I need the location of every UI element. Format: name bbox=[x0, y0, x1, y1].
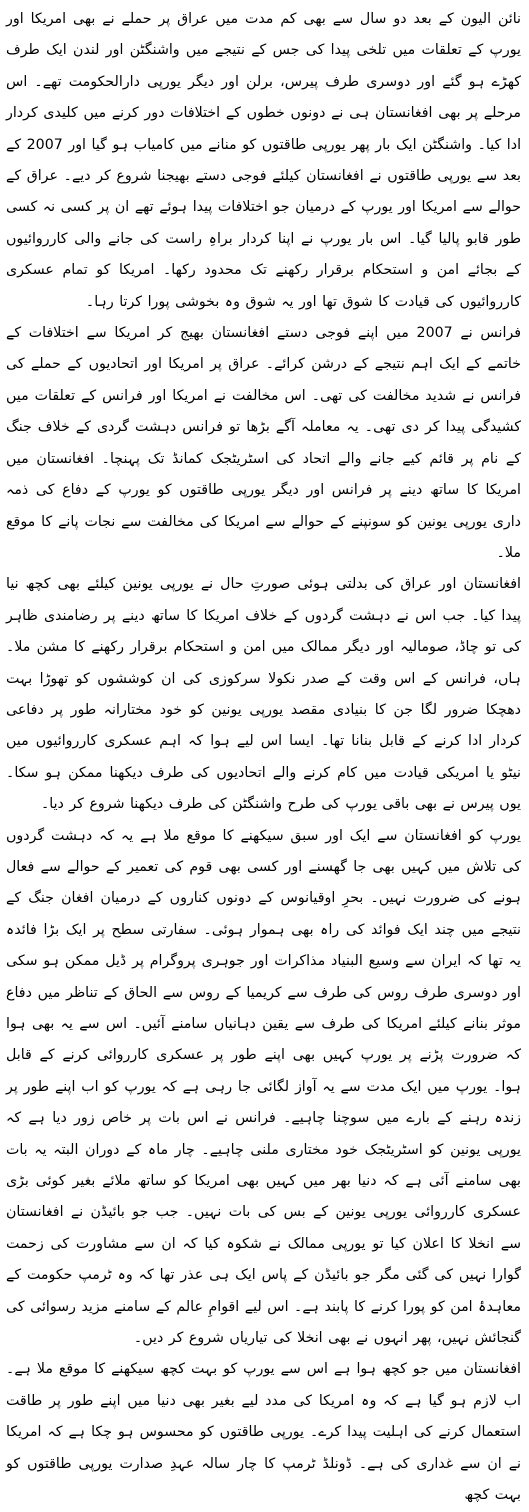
article-paragraph: افغانستان اور عراق کی بدلتی ہوئی صورتِ حال نے یورپی یونین کیلئے بھی کچھ نیا پیدا کیا۔ جب اس نے دہشت گردوں کے خلاف امریکا کا ساتھ دینے پر رضامندی ظاہر کی تو چاڈ، صومالیہ اور دیگر ممالک میں امن و استحکام برقرار رکھنے کا مشن ملا۔ ہاں، فرانس کے اس وقت کے صدر نکولا سرکوزی کی ان کوششوں کو تھوڑا بہت دھچکا ضرور لگا جن کا بنیادی مقصد یورپی یونین کو خود مختارانہ طور پر دفاعی کردار ادا کرنے کے قابل بنانا تھا۔ ایسا اس لیے ہوا کہ اہم عسکری کارروائیوں میں نیٹو یا امریکی قیادت میں کام کرنے والے اتحادیوں کی طرف دیکھنا ممکن ہو سکا۔ یوں پیرس نے بھی باقی یورپ کی طرح واشنگٹن کی طرف دیکھنا شروع کر دیا۔ bbox=[6, 576, 521, 813]
article-paragraph: افغانستان میں جو کچھ ہوا ہے اس سے یورپ کو بہت کچھ سیکھنے کا موقع ملا ہے۔ اب لازم ہو گیا ہے کہ وہ امریکا کی مدد لیے بغیر بھی دنیا میں اپنے طور پر طاقت استعمال کرنے کی اہلیت پیدا کرے۔ یورپی طاقتوں کو محسوس ہو چکا ہے کہ امریکا نے ان سے غداری کی ہے۔ ڈونلڈ ٹرمپ کا چار سالہ عہدِ صدارت یورپی طاقتوں کو بہت کچھ bbox=[6, 1361, 521, 1504]
article-paragraph: نائن الیون کے بعد دو سال سے بھی کم مدت میں عراق پر حملے نے بھی امریکا اور یورپ کے تعلقات میں تلخی پیدا کی جس کے نتیجے میں واشنگٹن اور لندن ایک طرف کھڑے ہو گئے اور دوسری طرف پیرس، برلن اور دیگر یورپی دارالحکومت تھے۔ اس مرحلے پر بھی افغانستان ہی نے دونوں خطوں کے اختلافات دور کرنے میں کلیدی کردار ادا کیا۔ واشنگٹن ایک بار پھر یورپی طاقتوں کو منانے میں کامیاب ہو گیا اور 2007 کے بعد سے یورپی طاقتوں نے افغانستان کیلئے فوجی دستے بھیجنا شروع کر دیے۔ عراق کے حوالے سے امریکا اور یورپ کے درمیان جو اختلافات پیدا ہوئے تھے ان پر کسی نہ کسی طور قابو پالیا گیا۔ اس بار یورپ نے اپنا کردار براہِ راست کی جانے والی کارروائیوں کے بجائے امن و استحکام برقرار رکھنے تک محدود رکھا۔ امریکا کو تمام عسکری کارروائیوں کی قیادت کا شوق تھا اور یہ شوق وہ بخوشی پورا کرتا رہا۔ bbox=[6, 11, 522, 310]
article-paragraph: یورپ کو افغانستان سے ایک اور سبق سیکھنے کا موقع ملا ہے یہ کہ دہشت گردوں کی تلاش میں کہیں بھی جا گھسنے اور کسی بھی قوم کی تعمیر کے حوالے سے فعال ہونے کی ضرورت نہیں۔ بحرِ اوقیانوس کے دونوں کناروں کے درمیان افغان جنگ کے نتیجے میں چند ایک فوائد کی راہ بھی ہموار ہوئی۔ سفارتی سطح پر ایک بڑا فائدہ یہ تھا کہ ایران سے وسیع البنیاد مذاکرات اور جوہری پروگرام پر ڈیل ممکن ہو سکی اور دوسری طرف روس کی طرف سے کریمیا کے روس سے الحاق کے تناظر میں دفاع موثر بنانے کیلئے امریکا کی طرف سے یقین دہانیاں سامنے آئیں۔ اس سے یہ بھی ہوا کہ ضرورت پڑنے پر یورپ کہیں بھی اپنے طور پر عسکری کارروائی کرنے کے قابل ہوا۔ یورپ میں ایک مدت سے یہ آواز لگائی جا رہی ہے کہ یورپ کو اب اپنے طور پر زندہ رہنے کے بارے میں سوچنا چاہیے۔ فرانس نے اس بات پر خاص زور دیا ہے کہ یورپی یونین کو اسٹریٹجک خود مختاری ملنی چاہیے۔ چار ماہ کے دوران البتہ یہ بات بھی سامنے آئی ہے کہ دنیا بھر میں کہیں بھی امریکا کو ساتھ ملائے بغیر کوئی بڑی عسکری کارروائی یورپی یونین کے بس کی بات نہیں۔ جب جو بائیڈن نے افغانستان سے انخلا کا اعلان کیا تو یورپی ممالک نے شکوہ کیا کہ ان سے مشاورت کی زحمت گوارا نہیں کی گئی مگر جو بائیڈن کے پاس ایک ہی عذر تھا کہ وہ ٹرمپ حکومت کے معاہدۂ امن کو پورا کرنے کا پابند ہے۔ اس لیے اقوامِ عالم کے سامنے مزید رسوائی کی گنجائش نہیں، پھر انہوں نے بھی انخلا کی تیاریاں شروع کر دیں۔ bbox=[6, 827, 521, 1347]
article-paragraph: فرانس نے 2007 میں اپنے فوجی دستے افغانستان بھیج کر امریکا سے اختلافات کے خاتمے کے ایک اہم نتیجے کے درشن کرائے۔ عراق پر امریکا اور اتحادیوں کے حملے کی فرانس نے شدید مخالفت کی تھی۔ اس مخالفت نے امریکا اور فرانس کے تعلقات میں کشیدگی پیدا کر دی تھی۔ یہ معاملہ آگے بڑھا تو فرانس دہشت گردی کے خلاف جنگ کے نام پر قائم کیے جانے والے اتحاد کی اسٹریٹجک کمانڈ تک پہنچا۔ افغانستان میں امریکا کا ساتھ دینے پر فرانس اور دیگر یورپی طاقتوں کو یورپ کے دفاع کی ذمہ داری یورپی یونین کو سونپنے کے حوالے سے امریکا کی مخالفت سے نجات پانے کا موقع ملا۔ bbox=[6, 325, 521, 561]
